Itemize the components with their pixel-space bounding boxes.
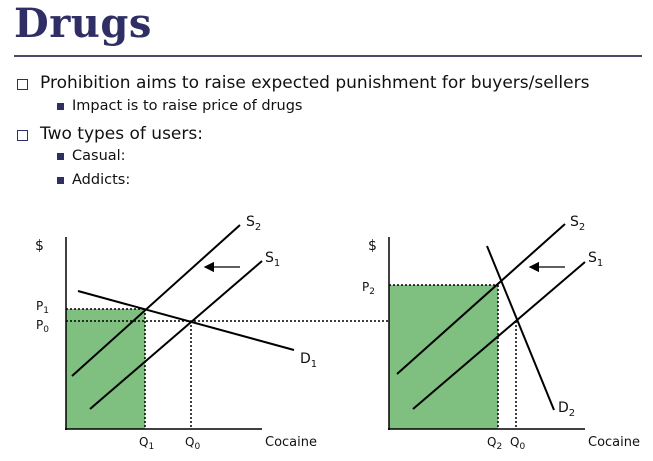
left-p0-label: $P_0$ [36, 318, 49, 335]
bullet-prohibition: Prohibition aims to raise expected punishment for buyers/sellers [40, 73, 590, 93]
left-y-axis-label: $ [35, 238, 44, 254]
right-shaded-revenue-area [389, 285, 498, 429]
sub-bullet-impact: Impact is to raise price of drugs [72, 98, 303, 114]
right-s1-label: $S_1$ [588, 250, 604, 269]
right-y-axis-label: $ [368, 238, 377, 254]
right-q0-label: $Q_0$ [510, 435, 526, 452]
left-x-axis-label: Cocaine [265, 435, 317, 450]
left-d1-label: $D_1$ [300, 351, 318, 370]
left-q0-label: $Q_0$ [185, 435, 201, 452]
sub-bullet-addicts: Addicts: [72, 172, 131, 188]
left-s2-label: $S_2$ [246, 214, 262, 233]
left-shaded-revenue-area [66, 309, 145, 429]
right-x-axis-label: Cocaine [588, 435, 640, 450]
bullet-two-types: Two types of users: [40, 124, 203, 144]
left-q1-label: $Q_1$ [139, 435, 155, 452]
right-q2-label: $Q_2$ [487, 435, 503, 452]
right-p2-label: $P_2$ [362, 280, 375, 297]
left-p1-label: $P_1$ [36, 299, 49, 316]
slide-title: Drugs [14, 0, 152, 47]
right-d2-label: $D_2$ [558, 400, 576, 419]
right-s2-label: $S_2$ [570, 214, 586, 233]
left-s1-label: $S_1$ [265, 250, 281, 269]
sub-bullet-casual: Casual: [72, 148, 126, 164]
